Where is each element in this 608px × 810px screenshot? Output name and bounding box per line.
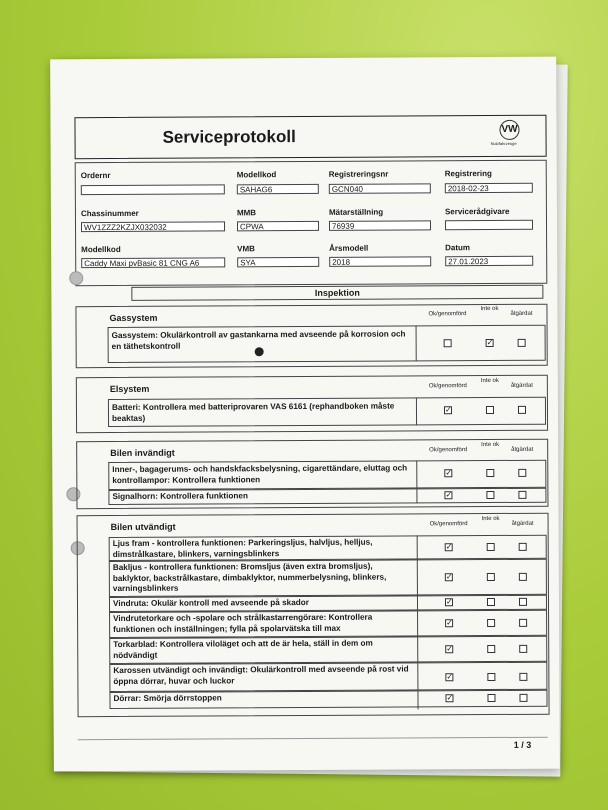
col-atgardat-header: åtgärdat [511,446,534,453]
section-title: Bilen invändigt [110,447,175,459]
row-text: Signalhorn: Kontrollera funktionen [112,491,248,502]
vmb-field: SYA [237,257,319,267]
col-ok-header: Ok/genomförd [428,383,467,390]
inte-ok-checkbox[interactable]: ✓ [486,338,494,348]
chassi-label: Chassinummer [80,208,139,219]
atgardat-checkbox[interactable] [519,694,527,702]
row-text: Vindrutetorkare och -spolare och strålkastarrengörare: Kontrollera funktionen och inställningen; fylla på spolarvätska till max [113,612,373,634]
row-text: Torkarblad: Kontrollera viloläget och att de är hela, ställ in dem om nödvändigt [113,638,373,660]
col-inte-header: Inte ok [481,441,500,449]
footer-divider [78,737,548,740]
registrering-label: Registrering [444,169,492,179]
page-number: 1 / 3 [513,739,532,750]
ok-checkbox[interactable]: ✓ [445,468,453,478]
row-text: Gassystem: Okulärkontroll av gastankarna med avseende på korrosion och en täthetskontroll [111,329,406,351]
ok-checkbox[interactable]: ✓ [446,644,453,654]
inte-ok-checkbox[interactable] [486,491,494,499]
mmb-field: CPWA [237,221,319,231]
arsmodell-field: 2018 [329,256,431,267]
regnr-label: Registreringsnr [328,169,389,179]
radgivare-label: Servicerådgivare [444,206,510,217]
row-text: Bakljus - kontrollera funktionen: Bromsljus (även extra bromsljus), baklyktor, backstrålkastare, dimbaklyktor, nummerbelysning, blinkers, varningsblinkers [112,561,387,594]
ok-checkbox[interactable]: ✓ [445,490,453,500]
brand-subtitle: Nutzfahrzeuge [490,140,517,147]
ok-checkbox[interactable] [444,339,452,347]
row-text: Ljus fram - kontrollera funktionen: Parkeringsljus, halvljus, helljus, dimstrålkastare, blinkers, varningsblinkers [112,537,373,559]
matar-label: Mätarställning [328,207,384,217]
row-text: Vindruta: Okulär kontroll med avseende på skador [112,597,309,609]
matar-field: 76939 [329,220,431,231]
inte-ok-checkbox[interactable] [487,645,495,653]
ink-dot [255,347,264,356]
inte-ok-checkbox[interactable] [486,406,494,414]
section-title: Bilen utvändigt [110,521,176,533]
title-box [74,115,546,159]
atgardat-checkbox[interactable] [518,469,526,477]
modellkod-label: Modellkod [236,170,277,180]
row-text: Inner-, bagagerums- och handskfacksbelysning, cigarettändare, eluttag och kontrollampor: Kontrollera funktionen [112,463,408,485]
row-text: Batteri: Kontrollera med batteriprovaren VAS 6161 (rephandboken måste beaktas) [111,401,395,423]
inte-ok-checkbox[interactable] [486,469,494,477]
inte-ok-checkbox[interactable] [487,573,495,581]
modellkod2-label: Modellkod [81,244,121,255]
vmb-label: VMB [237,244,255,254]
radgivare-field [445,220,533,230]
regnr-field: GCN040 [329,183,431,194]
punch-hole [69,271,83,285]
inte-ok-checkbox[interactable] [487,598,495,606]
ok-checkbox[interactable]: ✓ [445,572,453,582]
col-atgardat-header: åtgärdat [510,382,533,389]
modellkod-field: SAHAG6 [237,184,319,194]
ok-checkbox[interactable]: ✓ [446,618,453,628]
row-text: Dörrar: Smörja dörrstoppen [113,693,222,704]
inspection-heading: Inspektion [131,285,543,301]
atgardat-checkbox[interactable] [519,598,527,606]
inte-ok-checkbox[interactable] [487,619,495,627]
divider [416,397,417,425]
registrering-field: 2018-02-23 [445,183,533,193]
ok-checkbox[interactable]: ✓ [446,672,454,682]
inte-ok-checkbox[interactable] [487,694,495,702]
ordernr-label: Ordernr [80,171,111,181]
section-title: Gassystem [109,312,158,324]
section-title: Elsystem [109,383,150,395]
atgardat-checkbox[interactable] [518,339,526,347]
atgardat-checkbox[interactable] [519,543,527,551]
chassi-field: WV1ZZZ2KZJX032032 [81,221,225,232]
mmb-label: MMB [236,208,257,218]
atgardat-checkbox[interactable] [518,491,526,499]
datum-label: Datum [445,243,471,253]
page-title: Serviceprotokoll [162,127,296,147]
col-inte-header: Inte ok [480,305,499,313]
inte-ok-checkbox[interactable] [487,543,495,551]
ok-checkbox[interactable]: ✓ [444,405,452,415]
atgardat-checkbox[interactable] [519,673,527,681]
arsmodell-label: Årsmodell [329,243,369,253]
col-ok-header: Ok/genomförd [428,311,467,318]
atgardat-checkbox[interactable] [518,406,526,414]
col-atgardat-header: åtgärdat [511,520,534,527]
col-atgardat-header: åtgärdat [510,310,533,317]
ok-checkbox[interactable]: ✓ [445,542,453,552]
ok-checkbox[interactable]: ✓ [446,693,454,703]
datum-field: 27.01.2023 [445,256,533,266]
divider [416,325,417,361]
col-ok-header: Ok/genomförd [429,447,468,454]
col-inte-header: Inte ok [481,515,500,523]
col-inte-header: Inte ok [480,377,499,385]
service-protocol-page [50,57,560,772]
modellkod2-field: Caddy Maxi pvBasic 81 CNG A6 [81,257,225,268]
atgardat-checkbox[interactable] [519,573,527,581]
col-ok-header: Ok/genomförd [429,521,468,528]
atgardat-checkbox[interactable] [519,645,527,653]
ok-checkbox[interactable]: ✓ [445,597,453,607]
row-text: Karossen utvändigt och invändigt: Okulärkontroll med avseende på rost vid öppna dörrar, huvar och luckor [113,664,409,686]
atgardat-checkbox[interactable] [519,619,527,627]
ordernr-field [81,184,225,195]
inte-ok-checkbox[interactable] [487,673,495,681]
vw-logo-icon: VW [499,120,519,140]
